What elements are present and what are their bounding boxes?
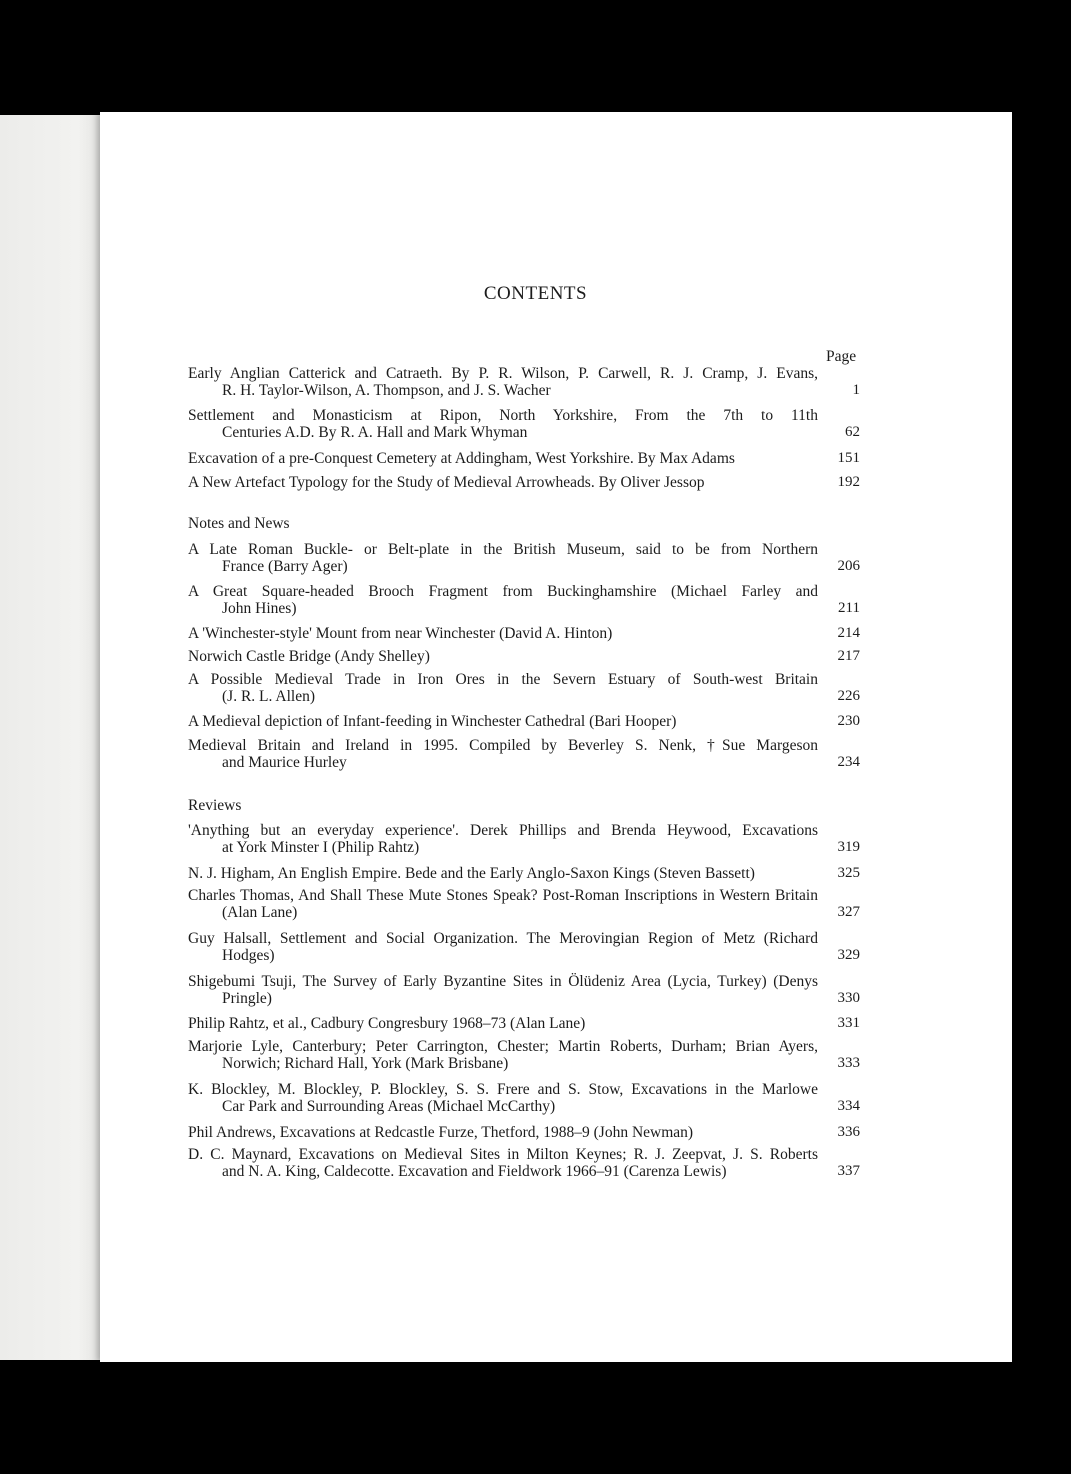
- toc-entry[interactable]: [188, 541, 860, 575]
- toc-entry[interactable]: [188, 930, 860, 964]
- toc-entry-page-number: 230: [837, 713, 860, 729]
- toc-entry-title: Settlement and Monasticism at Ripon, North Yorkshire, From the 7th to 11th: [188, 407, 818, 424]
- toc-entry-title-continued: Norwich; Richard Hall, York (Mark Brisbane): [222, 1055, 509, 1072]
- toc-entry-page-number: 211: [838, 600, 860, 616]
- toc-entry-title: Shigebumi Tsuji, The Survey of Early Byzantine Sites in Ölüdeniz Area (Lycia, Turkey) (Denys: [188, 973, 818, 990]
- toc-entry-title-continued: John Hines): [222, 600, 297, 617]
- toc-entry[interactable]: [188, 973, 860, 1007]
- section-notes-heading: Notes and News: [188, 515, 290, 532]
- toc-entry-page-number: 337: [837, 1163, 860, 1179]
- toc-entry-title: A Possible Medieval Trade in Iron Ores in the Severn Estuary of South-west Britain: [188, 671, 818, 688]
- toc-entry-title: Excavation of a pre-Conquest Cemetery at Addingham, West Yorkshire. By Max Adams: [188, 450, 735, 467]
- toc-entry-title: Norwich Castle Bridge (Andy Shelley): [188, 648, 430, 665]
- toc-entry[interactable]: [188, 1081, 860, 1115]
- toc-entry[interactable]: [188, 648, 860, 665]
- toc-entry-title-continued: (J. R. L. Allen): [222, 688, 315, 705]
- toc-entry-page-number: 234: [837, 754, 860, 770]
- toc-entry[interactable]: [188, 583, 860, 617]
- toc-entry[interactable]: [188, 1124, 860, 1141]
- toc-entry-title: A Medieval depiction of Infant-feeding in Winchester Cathedral (Bari Hooper): [188, 713, 677, 730]
- toc-entry[interactable]: [188, 1146, 860, 1180]
- toc-entry-title-continued: and Maurice Hurley: [222, 754, 347, 771]
- toc-entry-title: A Great Square-headed Brooch Fragment from Buckinghamshire (Michael Farley and: [188, 583, 818, 600]
- toc-entry-title: Philip Rahtz, et al., Cadbury Congresbury 1968–73 (Alan Lane): [188, 1015, 586, 1032]
- toc-entry-title-continued: at York Minster I (Philip Rahtz): [222, 839, 420, 856]
- toc-entry-title-continued: (Alan Lane): [222, 904, 298, 921]
- toc-entry-page-number: 325: [837, 865, 860, 881]
- toc-entry-title: A 'Winchester-style' Mount from near Winchester (David A. Hinton): [188, 625, 613, 642]
- toc-entry[interactable]: [188, 474, 860, 491]
- toc-entry-page-number: 226: [837, 688, 860, 704]
- toc-entry-title-continued: Car Park and Surrounding Areas (Michael McCarthy): [222, 1098, 556, 1115]
- toc-entry-page-number: 62: [845, 424, 860, 440]
- toc-entry[interactable]: [188, 625, 860, 642]
- toc-entry[interactable]: [188, 365, 860, 399]
- toc-entry-page-number: 330: [837, 990, 860, 1006]
- toc-entry[interactable]: [188, 713, 860, 730]
- toc-entry-page-number: 1: [852, 382, 860, 398]
- toc-entry[interactable]: [188, 887, 860, 921]
- toc-entry[interactable]: [188, 1015, 860, 1032]
- toc-entry-title-continued: Hodges): [222, 947, 275, 964]
- toc-entry-title: 'Anything but an everyday experience'. Derek Phillips and Brenda Heywood, Excavations: [188, 822, 818, 839]
- toc-entry-title: A New Artefact Typology for the Study of Medieval Arrowheads. By Oliver Jessop: [188, 474, 705, 491]
- toc-entry-title-continued: and N. A. King, Caldecotte. Excavation and Fieldwork 1966–91 (Carenza Lewis): [222, 1163, 727, 1180]
- toc-entry-title: N. J. Higham, An English Empire. Bede and the Early Anglo-Saxon Kings (Steven Bassett): [188, 865, 755, 882]
- toc-entry-title: Early Anglian Catterick and Catraeth. By P. R. Wilson, P. Carwell, R. J. Cramp, J. Evans,: [188, 365, 818, 382]
- toc-entry-title: Charles Thomas, And Shall These Mute Stones Speak? Post-Roman Inscriptions in Western Britain: [188, 887, 818, 904]
- toc-entry-title: K. Blockley, M. Blockley, P. Blockley, S. S. Frere and S. Stow, Excavations in the Marlowe: [188, 1081, 818, 1098]
- toc-entry[interactable]: [188, 822, 860, 856]
- toc-entry-page-number: 217: [837, 648, 860, 664]
- toc-entry-page-number: 331: [837, 1015, 860, 1031]
- toc-entry-title-continued: France (Barry Ager): [222, 558, 348, 575]
- toc-entry-title: Phil Andrews, Excavations at Redcastle Furze, Thetford, 1988–9 (John Newman): [188, 1124, 694, 1141]
- toc-entry-title-continued: Centuries A.D. By R. A. Hall and Mark Whyman: [222, 424, 528, 441]
- toc-entry[interactable]: [188, 450, 860, 467]
- toc-entry-title: Marjorie Lyle, Canterbury; Peter Carrington, Chester; Martin Roberts, Durham; Brian Ayers,: [188, 1038, 818, 1055]
- toc-entry[interactable]: [188, 1038, 860, 1072]
- toc-entry-title: Medieval Britain and Ireland in 1995. Compiled by Beverley S. Nenk, †Sue Margeson: [188, 737, 818, 754]
- toc-entry-page-number: 329: [837, 947, 860, 963]
- toc-entry-page-number: 206: [837, 558, 860, 574]
- toc-entry-page-number: 192: [837, 474, 860, 490]
- toc-entry-title-continued: R. H. Taylor-Wilson, A. Thompson, and J. S. Wacher: [222, 382, 551, 399]
- page-title: CONTENTS: [483, 283, 588, 304]
- page-column-label: Page: [826, 348, 857, 365]
- toc-entry-page-number: 327: [837, 904, 860, 920]
- toc-entry[interactable]: [188, 407, 860, 441]
- toc-entry-page-number: 214: [837, 625, 860, 641]
- section-reviews-heading: Reviews: [188, 797, 242, 814]
- toc-entry-title: Guy Halsall, Settlement and Social Organization. The Merovingian Region of Metz (Richard: [188, 930, 818, 947]
- toc-entry-page-number: 336: [837, 1124, 860, 1140]
- toc-entry-title-continued: Pringle): [222, 990, 272, 1007]
- toc-entry[interactable]: [188, 671, 860, 705]
- toc-entry-page-number: 333: [837, 1055, 860, 1071]
- toc-entry[interactable]: [188, 865, 860, 882]
- toc-entry-page-number: 334: [837, 1098, 860, 1114]
- toc-entry-page-number: 319: [837, 839, 860, 855]
- toc-entry-page-number: 151: [837, 450, 860, 466]
- toc-entry-title: D. C. Maynard, Excavations on Medieval Sites in Milton Keynes; R. J. Zeepvat, J. S. Roberts: [188, 1146, 818, 1163]
- toc-entry-title: A Late Roman Buckle- or Belt-plate in the British Museum, said to be from Northern: [188, 541, 818, 558]
- toc-entry[interactable]: [188, 737, 860, 771]
